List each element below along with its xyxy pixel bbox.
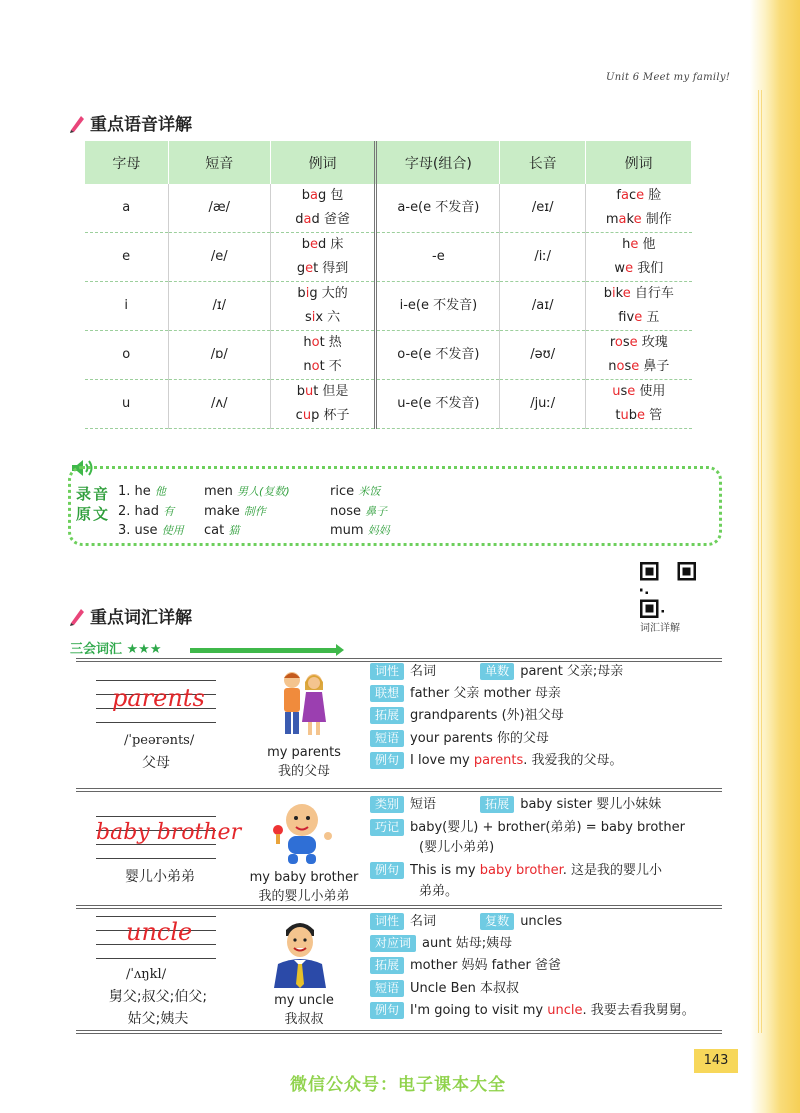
example-word xyxy=(586,331,691,355)
detail-text: baby sister 婴儿小妹妹 xyxy=(520,797,662,812)
caption-en: my parents xyxy=(267,745,341,760)
example-word xyxy=(271,306,375,330)
short-example-cell xyxy=(270,233,376,282)
word-part: r xyxy=(609,335,615,350)
example-word xyxy=(271,380,375,404)
detail-text: Uncle Ben 本叔叔 xyxy=(410,981,519,996)
short-example-cell xyxy=(270,282,376,331)
phonics-row xyxy=(85,282,692,331)
word-part: h xyxy=(622,237,631,252)
phonics-row xyxy=(85,233,692,282)
recording-cn: 猫 xyxy=(228,524,240,537)
example-text: This is my xyxy=(410,863,480,878)
example-word xyxy=(271,233,375,257)
long-example-cell xyxy=(586,282,692,331)
word-part: e xyxy=(633,212,642,227)
letter-cell: o xyxy=(85,331,169,380)
long-sound-cell: /juː/ xyxy=(500,380,586,429)
word-part: a xyxy=(303,212,312,227)
example-text: . 我要去看我舅舅。 xyxy=(582,1003,695,1018)
image-caption xyxy=(256,743,352,781)
tag-badge: 词性 xyxy=(370,913,404,930)
recording-item xyxy=(204,503,266,519)
word-part: v xyxy=(626,310,635,325)
word-part: 我们 xyxy=(633,261,664,276)
word-part: g 大的 xyxy=(309,286,348,301)
recording-item xyxy=(118,483,166,499)
detail-row xyxy=(370,818,685,838)
example-highlight: uncle xyxy=(547,1003,583,1018)
recording-cn: 鼻子 xyxy=(365,505,388,518)
vocab-phonetic: /ˈʌŋkl/ xyxy=(126,967,167,982)
qr-code-icon xyxy=(640,562,696,618)
word-part: u xyxy=(620,408,629,423)
detail-text: 名词 xyxy=(410,914,437,929)
detail-text: baby(婴儿) + brother(弟弟) = baby brother xyxy=(410,820,685,835)
recording-en: mum xyxy=(330,523,364,538)
example-row xyxy=(370,751,623,771)
long-example-cell xyxy=(586,380,692,429)
tag-badge: 词性 xyxy=(370,663,404,680)
header-cell: 例词 xyxy=(586,141,692,184)
uncle-illustration xyxy=(268,916,332,988)
word-part: d xyxy=(295,212,304,227)
short-example-cell xyxy=(270,331,376,380)
phonics-row xyxy=(85,184,692,233)
phonics-title-text: 重点语音详解 xyxy=(90,115,192,135)
phonics-row xyxy=(85,331,692,380)
tag-badge: 短语 xyxy=(370,980,404,997)
word-part: 他 xyxy=(638,237,656,252)
word-part: d 爸爸 xyxy=(311,212,350,227)
combo-cell: u-e(e 不发音) xyxy=(376,380,500,429)
header-cell: 短音 xyxy=(168,141,270,184)
recording-item xyxy=(204,483,290,499)
detail-text: grandparents (外)祖父母 xyxy=(410,708,564,723)
word-part: a xyxy=(618,212,627,227)
word-part: u xyxy=(304,384,314,399)
detail-row xyxy=(370,934,512,954)
word-part: e xyxy=(627,384,636,399)
example-word xyxy=(271,355,375,379)
word-part: b xyxy=(296,384,305,399)
word-part: 制作 xyxy=(641,212,672,227)
pencil-icon xyxy=(68,606,86,626)
detail-text: uncles xyxy=(520,914,563,929)
level-bar-tip xyxy=(336,644,344,656)
recording-item xyxy=(330,483,380,499)
caption-en: my uncle xyxy=(274,993,334,1008)
word-part: 脸 xyxy=(644,188,662,203)
example-row xyxy=(370,1001,695,1021)
letter-cell: e xyxy=(85,233,169,282)
word-part: e xyxy=(629,335,638,350)
recording-cn: 妈妈 xyxy=(367,524,390,537)
phonics-row xyxy=(85,380,692,429)
word-part: i xyxy=(311,310,316,325)
tag-badge: 类别 xyxy=(370,796,404,813)
phonics-section-title xyxy=(68,110,192,135)
word-part: s xyxy=(620,384,628,399)
recording-cn: 使用 xyxy=(161,524,184,537)
word-part: k xyxy=(615,286,623,301)
example-text: I'm going to visit my xyxy=(410,1003,548,1018)
recording-item xyxy=(118,522,184,538)
page-edge-decoration xyxy=(750,0,800,1113)
word-part: e xyxy=(622,286,631,301)
image-caption xyxy=(248,868,360,906)
detail-text: 短语 xyxy=(410,797,437,812)
word-part: n xyxy=(608,359,617,374)
detail-row xyxy=(370,979,519,999)
word-part: t 得到 xyxy=(313,261,349,276)
short-sound-cell: /ɪ/ xyxy=(168,282,270,331)
detail-text: 名词 xyxy=(410,664,437,679)
footer-wechat-text: 微信公众号：电子课本大全 xyxy=(290,1075,506,1095)
tag-badge: 拓展 xyxy=(370,707,404,724)
detail-row xyxy=(370,684,561,704)
detail-text: parent 父亲;母亲 xyxy=(520,664,624,679)
vocab-word: uncle xyxy=(126,918,193,946)
phonics-table-header xyxy=(85,141,692,184)
example-word xyxy=(586,380,691,404)
word-part: g xyxy=(296,261,306,276)
word-part: 鼻子 xyxy=(639,359,670,374)
word-part: o xyxy=(311,359,320,374)
short-sound-cell: /æ/ xyxy=(168,184,270,233)
recording-cn: 他 xyxy=(154,485,166,498)
vocab-divider xyxy=(76,1030,722,1034)
vocab-phonetic: /ˈpeərənts/ xyxy=(124,733,195,748)
example-word xyxy=(271,404,375,428)
word-part: p 杯子 xyxy=(311,408,350,423)
example-word xyxy=(586,282,691,306)
tag-badge: 复数 xyxy=(480,913,514,930)
tag-badge: 拓展 xyxy=(480,796,514,813)
detail-row xyxy=(370,729,549,749)
example-word xyxy=(586,184,691,208)
combo-cell: i-e(e 不发音) xyxy=(376,282,500,331)
word-part: 管 xyxy=(645,408,663,423)
tag-badge: 巧记 xyxy=(370,819,404,836)
vocab-meaning: 婴儿小弟弟 xyxy=(125,869,195,885)
word-part: i xyxy=(612,286,616,301)
recording-en: make xyxy=(204,504,240,519)
long-sound-cell: /aɪ/ xyxy=(500,282,586,331)
detail-text: father 父亲 mother 母亲 xyxy=(410,686,561,701)
meaning-line: 姑父;姨夫 xyxy=(127,1011,189,1027)
caption-cn: 我叔叔 xyxy=(284,1012,324,1027)
tag-badge: 对应词 xyxy=(370,935,416,952)
vocab-meaning: 父母 xyxy=(142,755,170,771)
word-part: n xyxy=(303,359,312,374)
combo-cell: o-e(e 不发音) xyxy=(376,331,500,380)
word-part: e xyxy=(637,408,646,423)
example-highlight: baby brother xyxy=(479,863,563,878)
word-part: k xyxy=(626,212,634,227)
example-word xyxy=(586,306,691,330)
recording-label-2: 原文 xyxy=(76,505,111,523)
header-cell: 字母(组合) xyxy=(376,141,500,184)
detail-row-continued: (婴儿小弟弟) xyxy=(419,840,495,855)
word-part: 自行车 xyxy=(630,286,674,301)
word-part: m xyxy=(605,212,619,227)
recording-label-1: 录音 xyxy=(76,485,111,503)
word-part: e xyxy=(630,237,639,252)
word-part: s xyxy=(624,359,632,374)
word-part: b xyxy=(297,286,306,301)
letter-cell: a xyxy=(85,184,169,233)
caption-en: my baby brother xyxy=(249,870,359,885)
example-text: I love my xyxy=(410,753,474,768)
vocab-divider xyxy=(76,788,722,792)
recording-item xyxy=(330,503,387,519)
recording-item xyxy=(204,522,239,538)
word-part: s xyxy=(622,335,630,350)
long-sound-cell: /eɪ/ xyxy=(500,184,586,233)
example-row-continued: 弟弟。 xyxy=(419,884,459,899)
word-part: e xyxy=(625,261,634,276)
parents-illustration xyxy=(276,668,330,738)
short-sound-cell: /ʌ/ xyxy=(168,380,270,429)
word-part: b xyxy=(628,408,638,423)
qr-label: 词汇详解 xyxy=(640,623,680,634)
word-part: e xyxy=(305,261,314,276)
word-part: o xyxy=(311,335,320,350)
long-example-cell xyxy=(586,184,692,233)
vocab-section-title xyxy=(68,603,192,628)
vocab-divider xyxy=(76,905,722,909)
detail-row xyxy=(370,662,623,682)
detail-text: mother 妈妈 father 爸爸 xyxy=(410,958,561,973)
word-part: a xyxy=(310,188,318,203)
pencil-icon xyxy=(68,113,86,133)
tag-badge: 拓展 xyxy=(370,957,404,974)
word-part: i xyxy=(305,286,310,301)
word-part: 玫瑰 xyxy=(637,335,668,350)
recording-cn: 制作 xyxy=(243,505,266,518)
combo-cell: -e xyxy=(376,233,500,282)
recording-en: cat xyxy=(204,523,225,538)
word-part: u xyxy=(302,408,312,423)
word-part: o xyxy=(616,359,625,374)
word-part: e xyxy=(310,237,318,252)
example-word xyxy=(271,282,375,306)
example-text: . 我爱我的父母。 xyxy=(523,753,623,768)
tag-badge: 例句 xyxy=(370,752,404,769)
detail-row xyxy=(370,912,562,932)
short-sound-cell: /ɒ/ xyxy=(168,331,270,380)
word-part: t 不 xyxy=(319,359,342,374)
example-word xyxy=(586,233,691,257)
recording-cn: 有 xyxy=(163,505,175,518)
example-word xyxy=(271,184,375,208)
word-part: 五 xyxy=(642,310,660,325)
word-part: f xyxy=(618,310,627,325)
example-word xyxy=(586,355,691,379)
meaning-line: 舅父;叔父;伯父; xyxy=(108,989,208,1005)
word-part: e xyxy=(634,310,643,325)
word-part: h xyxy=(303,335,312,350)
page-number: 143 xyxy=(694,1049,738,1073)
example-word xyxy=(586,257,691,281)
example-highlight: parents xyxy=(473,753,524,768)
word-part: a xyxy=(620,188,629,203)
short-sound-cell: /e/ xyxy=(168,233,270,282)
detail-row xyxy=(370,706,564,726)
detail-text: your parents 你的父母 xyxy=(410,731,549,746)
unit-header: Unit 6 Meet my family! xyxy=(606,72,731,83)
recording-item xyxy=(118,503,174,519)
long-sound-cell: /əʊ/ xyxy=(500,331,586,380)
word-part: 使用 xyxy=(635,384,666,399)
long-example-cell xyxy=(586,331,692,380)
detail-row xyxy=(370,795,661,815)
word-part: d 床 xyxy=(318,237,344,252)
tag-badge: 联想 xyxy=(370,685,404,702)
word-part: e xyxy=(636,188,645,203)
caption-cn: 我的婴儿小弟弟 xyxy=(258,889,350,904)
example-word xyxy=(586,404,691,428)
recording-en: rice xyxy=(330,484,355,499)
word-part: e xyxy=(631,359,640,374)
header-cell: 字母 xyxy=(85,141,169,184)
recording-en: 2. had xyxy=(118,504,159,519)
detail-row xyxy=(370,956,561,976)
word-part: o xyxy=(614,335,623,350)
tag-badge: 例句 xyxy=(370,1002,404,1019)
baby-illustration xyxy=(268,800,338,866)
recording-en: nose xyxy=(330,504,361,519)
caption-cn: 我的父母 xyxy=(277,764,330,779)
example-word xyxy=(271,208,375,232)
word-part: u xyxy=(612,384,621,399)
word-part: s xyxy=(304,310,312,325)
word-part: b xyxy=(301,188,311,203)
vocab-title-text: 重点词汇详解 xyxy=(90,608,192,628)
example-word xyxy=(271,257,375,281)
example-word xyxy=(271,331,375,355)
vocab-word: baby brother xyxy=(96,820,242,845)
tag-badge: 单数 xyxy=(480,663,514,680)
recording-cn: 米饭 xyxy=(358,485,381,498)
combo-cell: a-e(e 不发音) xyxy=(376,184,500,233)
word-part: t xyxy=(615,408,621,423)
level-bar xyxy=(190,648,338,653)
vocab-meaning xyxy=(90,986,226,1030)
word-part: b xyxy=(301,237,310,252)
detail-text: aunt 姑母;姨母 xyxy=(422,936,513,951)
recording-en: 3. use xyxy=(118,523,158,538)
word-part: b xyxy=(603,286,613,301)
header-cell: 例词 xyxy=(270,141,376,184)
long-example-cell xyxy=(586,233,692,282)
short-example-cell xyxy=(270,184,376,233)
phonics-table xyxy=(84,141,692,429)
recording-en: men xyxy=(204,484,233,499)
letter-cell: u xyxy=(85,380,169,429)
tag-badge: 短语 xyxy=(370,730,404,747)
example-word xyxy=(586,208,691,232)
letter-cell: i xyxy=(85,282,169,331)
word-part: g 包 xyxy=(317,188,344,203)
word-part: t 但是 xyxy=(313,384,349,399)
short-example-cell xyxy=(270,380,376,429)
word-part: c xyxy=(295,408,303,423)
long-sound-cell: /iː/ xyxy=(500,233,586,282)
example-text: . 这是我的婴儿小 xyxy=(562,863,663,878)
image-caption xyxy=(256,991,352,1029)
tag-badge: 例句 xyxy=(370,862,404,879)
example-row xyxy=(370,861,662,881)
recording-item xyxy=(330,522,390,538)
word-part: f xyxy=(616,188,621,203)
word-part: x 六 xyxy=(315,310,341,325)
word-part: t 热 xyxy=(319,335,342,350)
header-cell: 长音 xyxy=(500,141,586,184)
word-part: w xyxy=(614,261,626,276)
vocab-word: parents xyxy=(112,684,205,712)
vocab-level-label: 三会词汇 ★★★ xyxy=(70,642,162,657)
word-part: c xyxy=(628,188,637,203)
recording-en: 1. he xyxy=(118,484,151,499)
recording-cn: 男人(复数) xyxy=(237,485,290,498)
